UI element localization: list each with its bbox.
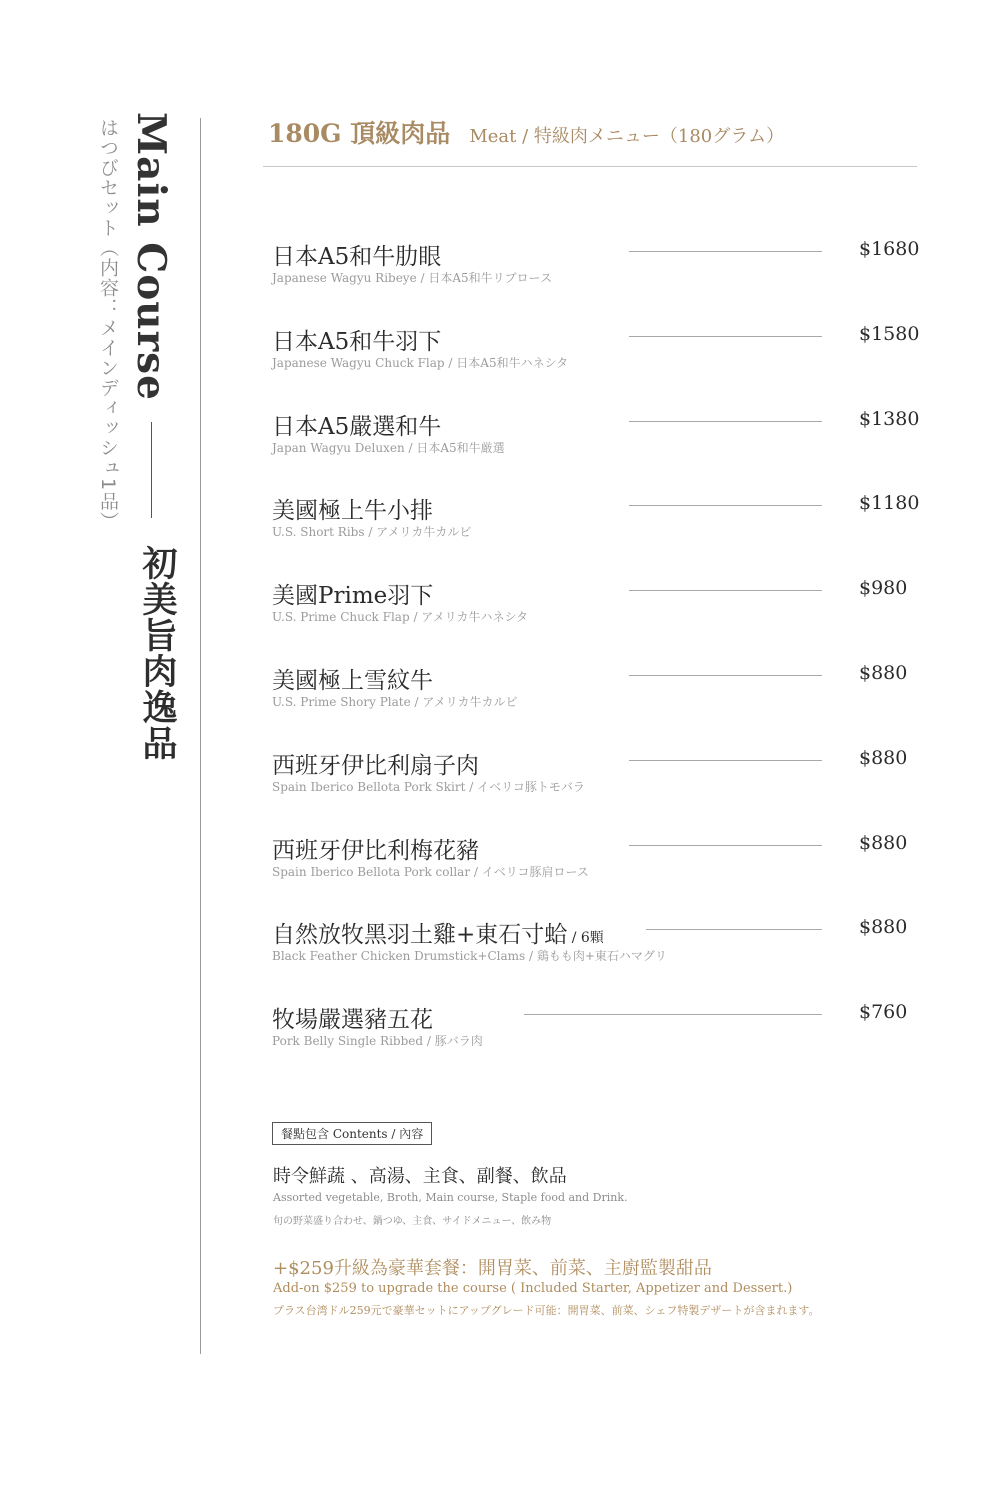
menu-item: [272, 323, 920, 383]
item-description: Black Feather Chicken Drumstick+Clams / 鶏もも肉+東石ハマグリ: [272, 949, 667, 963]
contents-zh: 時令鮮蔬 、高湯、主食、副餐、飲品: [273, 1166, 567, 1187]
section-title: 180G 頂級肉品: [268, 119, 451, 148]
header-divider: [263, 166, 917, 167]
item-description: Spain Iberico Bellota Pork collar / イベリコ豚肩ロース: [272, 865, 589, 879]
set-subtitle: はつびセット（内容：メインディッシュ1品）: [97, 118, 119, 532]
item-description: U.S. Prime Shory Plate / アメリカ牛カルビ: [272, 695, 518, 709]
upgrade-zh: +$259升級為豪華套餐：開胃菜、前菜、主廚監製甜品: [273, 1258, 712, 1279]
menu-item: [272, 1001, 917, 1061]
item-description: U.S. Prime Chuck Flap / アメリカ牛ハネシタ: [272, 610, 528, 624]
item-price: $980: [859, 577, 908, 599]
menu-item: [272, 916, 917, 976]
leader-line: [629, 421, 822, 422]
leader-line: [629, 505, 822, 506]
item-description: Japanese Wagyu Chuck Flap / 日本A5和牛ハネシタ: [272, 356, 569, 370]
section-subtitle: Meat / 特級肉メニュー（180グラム）: [469, 126, 785, 147]
main-course-title: Main Course: [128, 112, 174, 401]
item-name: 日本A5和牛羽下: [272, 329, 442, 355]
contents-badge: 餐點包含 Contents / 內容: [272, 1122, 432, 1145]
leader-line: [524, 1014, 822, 1015]
item-price: $1680: [859, 238, 920, 260]
item-name: 西班牙伊比利梅花豬: [272, 838, 479, 864]
item-description: U.S. Short Ribs / アメリカ牛カルビ: [272, 525, 472, 539]
item-name: 牧場嚴選豬五花: [272, 1007, 433, 1033]
item-name: 美國極上雪紋牛: [272, 668, 433, 694]
item-name: 日本A5嚴選和牛: [272, 414, 442, 440]
menu-item: [272, 662, 917, 722]
item-price: $880: [859, 832, 908, 854]
item-description: Spain Iberico Bellota Pork Skirt / イベリコ豚トモバラ: [272, 780, 585, 794]
leader-line: [629, 590, 822, 591]
upgrade-en: Add-on $259 to upgrade the course ( Included Starter, Appetizer and Dessert.): [273, 1281, 793, 1296]
title-divider: [151, 422, 152, 518]
upgrade-ja: プラス台湾ドル259元で豪華セットにアップグレード可能：開胃菜、前菜、シェフ特製デザートが含まれます。: [273, 1304, 820, 1317]
contents-en: Assorted vegetable, Broth, Main course, Staple food and Drink.: [273, 1191, 628, 1204]
vertical-divider: [200, 118, 201, 1354]
leader-line: [646, 929, 822, 930]
menu-item: [272, 238, 920, 298]
item-name: 自然放牧黑羽土雞+東石寸蛤 / 6顆: [272, 922, 604, 948]
item-description: Japan Wagyu Deluxen / 日本A5和牛厳選: [272, 441, 505, 455]
item-price: $880: [859, 916, 908, 938]
item-name: 西班牙伊比利扇子肉: [272, 753, 479, 779]
item-name: 日本A5和牛肋眼: [272, 244, 442, 270]
item-price: $1180: [859, 492, 920, 514]
item-price: $1580: [859, 323, 920, 345]
item-name: 美國極上牛小排: [272, 498, 433, 524]
leader-line: [629, 336, 822, 337]
leader-line: [629, 251, 822, 252]
chinese-title: 初美旨肉逸品: [137, 545, 178, 761]
menu-item: [272, 492, 920, 552]
menu-item: [272, 832, 917, 892]
item-price: $760: [859, 1001, 908, 1023]
leader-line: [629, 760, 822, 761]
menu-item: [272, 408, 920, 468]
leader-line: [629, 845, 822, 846]
item-description: Pork Belly Single Ribbed / 豚バラ肉: [272, 1034, 483, 1048]
item-description: Japanese Wagyu Ribeye / 日本A5和牛リブロース: [272, 271, 553, 285]
section-header: [268, 114, 784, 150]
item-price: $1380: [859, 408, 920, 430]
contents-ja: 旬の野菜盛り合わせ、鍋つゆ、主食、サイドメニュー、飲み物: [273, 1216, 552, 1227]
item-price: $880: [859, 747, 908, 769]
leader-line: [629, 675, 822, 676]
menu-item: [272, 747, 917, 807]
item-name: 美國Prime羽下: [272, 583, 434, 609]
menu-item: [272, 577, 917, 637]
item-price: $880: [859, 662, 908, 684]
